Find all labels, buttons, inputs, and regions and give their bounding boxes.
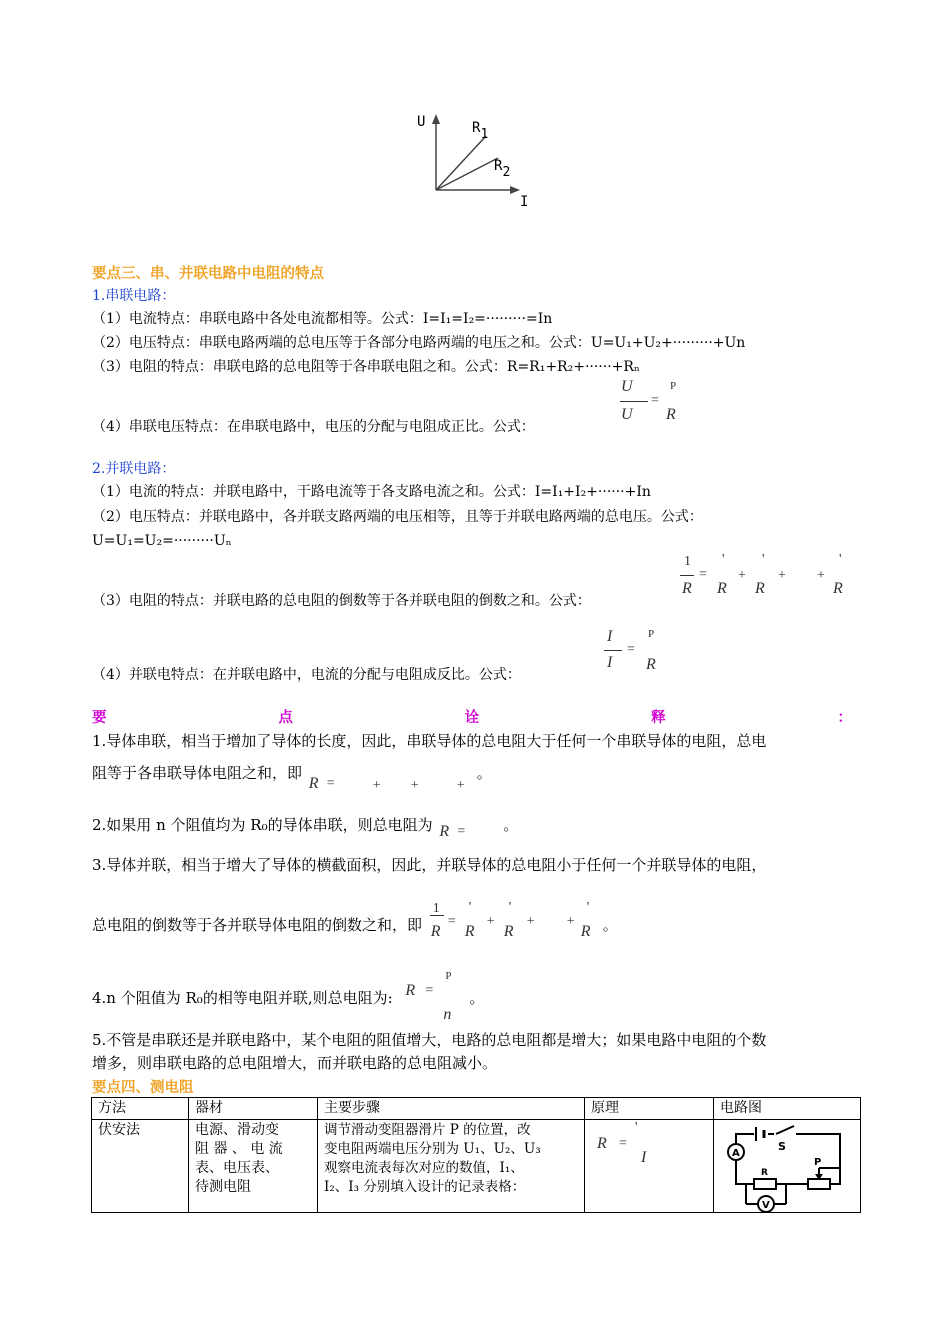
switch-label: S [778, 1140, 786, 1153]
r1-line [436, 136, 486, 190]
p3-t3: ' [586, 900, 590, 915]
explain-p3-end: 。 [602, 916, 618, 934]
f1-u-bot: U [621, 406, 633, 423]
explain-p2-end: 。 [503, 816, 519, 834]
p1-plus2: + [410, 778, 419, 793]
f1-r-bot: R [666, 406, 676, 423]
steps-line-2: 变电阻两端电压分别为 U₁、U₂、U₃ [324, 1141, 541, 1157]
f2-r: R [682, 580, 692, 597]
rheostat-label: P [814, 1157, 822, 1168]
explain-p2 [92, 812, 862, 839]
explain-heading-char-1: 要 [92, 710, 107, 726]
explain-p2-text: 2.如果用 n 个阻值均为 R₀的导体串联，则总电阻为 [92, 816, 433, 834]
r2-label-text: R [494, 158, 503, 174]
p1-plus3: + [456, 778, 465, 793]
f2-p3: + [817, 568, 825, 583]
voltmeter-label: V [762, 1200, 770, 1211]
resistor-label: R [761, 1168, 768, 1178]
p3-p3: + [566, 914, 575, 929]
explain-p3b-text: 总电阻的倒数等于各并联导体电阻的倒数之和，即 [92, 916, 423, 934]
explain-heading-char-4: 释 [651, 710, 666, 726]
f2-t2: ' [762, 552, 765, 567]
p4-r: R [405, 982, 416, 999]
explain-p3a: 3.导体并联，相当于增大了导体的横截面积，因此，并联导体的总电阻小于任何一个并联导体的电阻， [92, 856, 767, 874]
explain-p5b: 增多，则串联电路的总电阻增大，而并联电路的总电阻减小。 [92, 1054, 498, 1072]
table-row [92, 1120, 861, 1213]
parallel-item-3: （3）电阻的特点：并联电路的总电阻的倒数等于各并联电阻的倒数之和。公式： [92, 593, 591, 609]
p3-bar [430, 915, 444, 916]
x-axis-arrow [510, 186, 520, 194]
pr-tick: ' [635, 1120, 638, 1135]
p3-one: 1 [432, 901, 440, 916]
explain-p4-text: 4.n 个阻值为 R₀的相等电阻并联,则总电阻为: [92, 989, 393, 1007]
f1-p: P [670, 380, 677, 392]
f2-t1: ' [722, 552, 725, 567]
f3-bar [604, 650, 622, 651]
steps-line-3: 观察电流表每次对应的数值，I₁、 [324, 1160, 524, 1176]
p1-r: R [308, 775, 319, 792]
r1-label-sub: 1 [480, 127, 489, 142]
f2-rn: R [833, 580, 843, 597]
th-steps: 主要步骤 [318, 1098, 585, 1120]
explain-p4-end: 。 [469, 989, 485, 1007]
p1-eq: = [326, 776, 335, 791]
th-principle: 原理 [585, 1098, 714, 1120]
td-principle [585, 1120, 714, 1213]
series-item-4: （4）串联电压特点：在串联电路中，电压的分配与电阻成正比。公式： [92, 419, 535, 435]
p3-r1: R [464, 923, 475, 940]
parallel-item-1: （1）电流的特点：并联电路中，干路电流等于各支路电流之和。公式：I=I₁+I₂+······+In [92, 484, 651, 500]
pr-eq: = [619, 1136, 627, 1151]
th-equipment: 器材 [189, 1098, 318, 1120]
explain-p1a: 1.导体串联，相当于增加了导体的长度，因此，串联导体的总电阻大于任何一个串联导体的电阻，总电 [92, 732, 767, 750]
r1-label [472, 120, 489, 142]
f3-r: R [646, 656, 656, 673]
explain-heading [92, 706, 852, 727]
y-axis-label: U [417, 114, 426, 130]
circuit-diagram [714, 1120, 848, 1212]
p4-p: P [445, 970, 452, 982]
section3-title: 要点三、串、并联电路中电阻的特点 [92, 266, 324, 282]
parallel-item-2: （2）电压特点：并联电路中，各并联支路两端的电压相等，且等于并联电路两端的总电压。公式： [92, 509, 703, 525]
p3-t1: ' [468, 900, 472, 915]
parallel-heading: 2.并联电路： [92, 461, 176, 477]
y-axis-arrow [432, 114, 440, 124]
explain-p4 [92, 970, 862, 1023]
explain-heading-char-2: 点 [278, 710, 293, 726]
td-method: 伏安法 [92, 1120, 189, 1213]
equipment-line-4: 待测电阻 [195, 1179, 251, 1195]
parallel-item-2b: U=U₁=U₂=·········Uₙ [92, 533, 232, 549]
explain-p5a: 5.不管是串联还是并联电路中，某个电阻的阻值增大，电路的总电阻都是增大；如果电路中电阻的个数 [92, 1031, 767, 1049]
explain-p3b [92, 900, 862, 940]
explain-heading-char-5: ： [837, 710, 852, 726]
f2-bar [680, 575, 694, 576]
p3-r: R [430, 923, 441, 940]
r2-line [436, 158, 498, 190]
steps-line-1: 调节滑动变阻器滑片 P 的位置，改 [324, 1122, 531, 1138]
p3-t2: ' [508, 900, 512, 915]
resistance-table [91, 1097, 861, 1213]
p1-plus1: + [372, 778, 381, 793]
equipment-line-2: 阻 器 、 电 流 [195, 1141, 283, 1157]
td-equipment [189, 1120, 318, 1213]
section4-title: 要点四、测电阻 [92, 1080, 194, 1096]
steps-line-4: I₂、I₃ 分别填入设计的记录表格： [324, 1179, 526, 1195]
p3-eq: = [447, 914, 456, 929]
explain-p1b-text: 阻等于各串联导体电阻之和，即 [92, 764, 303, 782]
f2-eq: = [699, 567, 707, 582]
f3-i-top: I [607, 628, 613, 645]
parallel-item-4: （4）并联电特点：在并联电路中，电流的分配与电阻成反比。公式： [92, 667, 521, 683]
ammeter-label: A [732, 1148, 740, 1159]
p4-n: n [443, 1006, 452, 1023]
pr-i: I [641, 1149, 647, 1166]
equipment-line-3: 表、电压表、 [195, 1160, 279, 1176]
series-item-1: （1）电流特点：串联电路中各处电流都相等。公式：I=I₁=I₂=·········=In [92, 311, 553, 327]
td-steps [318, 1120, 585, 1213]
f2-p2: + [778, 568, 786, 583]
p4-eq: = [425, 983, 434, 998]
f2-p1: + [738, 568, 746, 583]
p3-p2: + [526, 914, 535, 929]
explain-heading-char-3: 诠 [464, 710, 480, 726]
td-circuit [714, 1120, 861, 1213]
series-item-3: （3）电阻的特点：串联电路的总电阻等于各串联电阻之和。公式：R=R₁+R₂+······+Rₙ [92, 359, 640, 375]
th-method: 方法 [92, 1098, 189, 1120]
f2-r1: R [717, 580, 727, 597]
explain-p1b [92, 760, 862, 793]
p3-rn: R [580, 923, 591, 940]
table-header-row [92, 1098, 861, 1120]
resistor [754, 1179, 776, 1189]
x-axis-label: I [520, 194, 529, 210]
th-circuit: 电路图 [714, 1098, 861, 1120]
f3-i-bot: I [607, 654, 613, 671]
series-heading: 1.串联电路： [92, 288, 176, 304]
rheostat [808, 1179, 830, 1189]
r2-label [494, 158, 511, 180]
r1-label-text: R [472, 120, 481, 136]
p2-eq: = [457, 824, 466, 839]
explain-p1-end: 。 [476, 764, 492, 782]
f2-t3: ' [839, 552, 842, 567]
f3-p: P [648, 628, 655, 640]
f1-u-top: U [621, 378, 633, 395]
f1-bar [620, 401, 648, 402]
circuit-loop [736, 1134, 840, 1184]
p3-r2: R [503, 923, 514, 940]
pr-r: R [597, 1135, 607, 1152]
f3-eq: = [627, 642, 635, 657]
f1-eq: = [651, 393, 659, 408]
equipment-line-1: 电源、滑动变 [195, 1122, 279, 1138]
p3-p1: + [486, 914, 495, 929]
f2-r2: R [755, 580, 765, 597]
r2-label-sub: 2 [502, 165, 511, 180]
f2-one: 1 [684, 554, 691, 569]
series-item-2: （2）电压特点：串联电路两端的总电压等于各部分电路两端的电压之和。公式：U=U₁+U₂+·········+Un [92, 335, 746, 351]
p2-r: R [439, 823, 450, 840]
